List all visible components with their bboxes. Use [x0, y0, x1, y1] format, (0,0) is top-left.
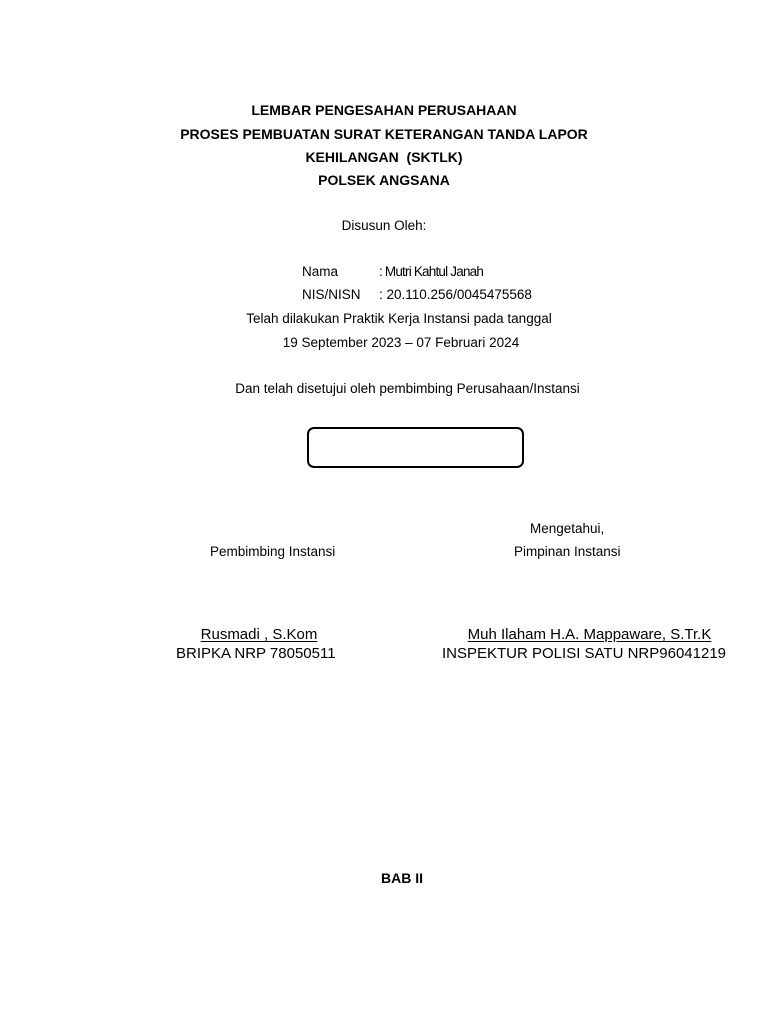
title-line-1: LEMBAR PENGESAHAN PERUSAHAAN [251, 102, 517, 118]
period-line-1: Telah dilakukan Praktik Kerja Instansi pada tanggal [246, 311, 552, 326]
nis-label: NIS/NISN [302, 287, 361, 302]
title-line-3: KEHILANGAN (SKTLK) [305, 149, 463, 165]
name-label: Nama [302, 264, 339, 279]
left-signatory-name: Rusmadi , S.Kom [200, 626, 318, 643]
right-signatory-role: Pimpinan Instansi [514, 544, 621, 559]
nis-value: : 20.110.256/0045475568 [379, 287, 532, 302]
left-signatory-rank: BRIPKA NRP 78050511 [176, 645, 336, 662]
left-signatory-role: Pembimbing Instansi [210, 544, 336, 559]
acknowledged-label: Mengetahui, [530, 521, 605, 536]
prepared-by-label: Disusun Oleh: [341, 218, 427, 233]
right-signatory-name: Muh Ilaham H.A. Mappaware, S.Tr.K [467, 626, 712, 643]
right-signatory-rank: INSPEKTUR POLISI SATU NRP96041219 [442, 645, 727, 662]
period-line-2: 19 September 2023 – 07 Februari 2024 [282, 335, 520, 350]
name-value: : Mutri Kahtul Janah [379, 264, 484, 279]
next-section-heading: BAB II [381, 870, 423, 886]
title-line-4: POLSEK ANGSANA [318, 172, 450, 188]
stamp-box [307, 427, 524, 468]
title-line-2: PROSES PEMBUATAN SURAT KETERANGAN TANDA LAPOR [180, 126, 588, 142]
approval-text: Dan telah disetujui oleh pembimbing Perusahaan/Instansi [235, 381, 580, 396]
